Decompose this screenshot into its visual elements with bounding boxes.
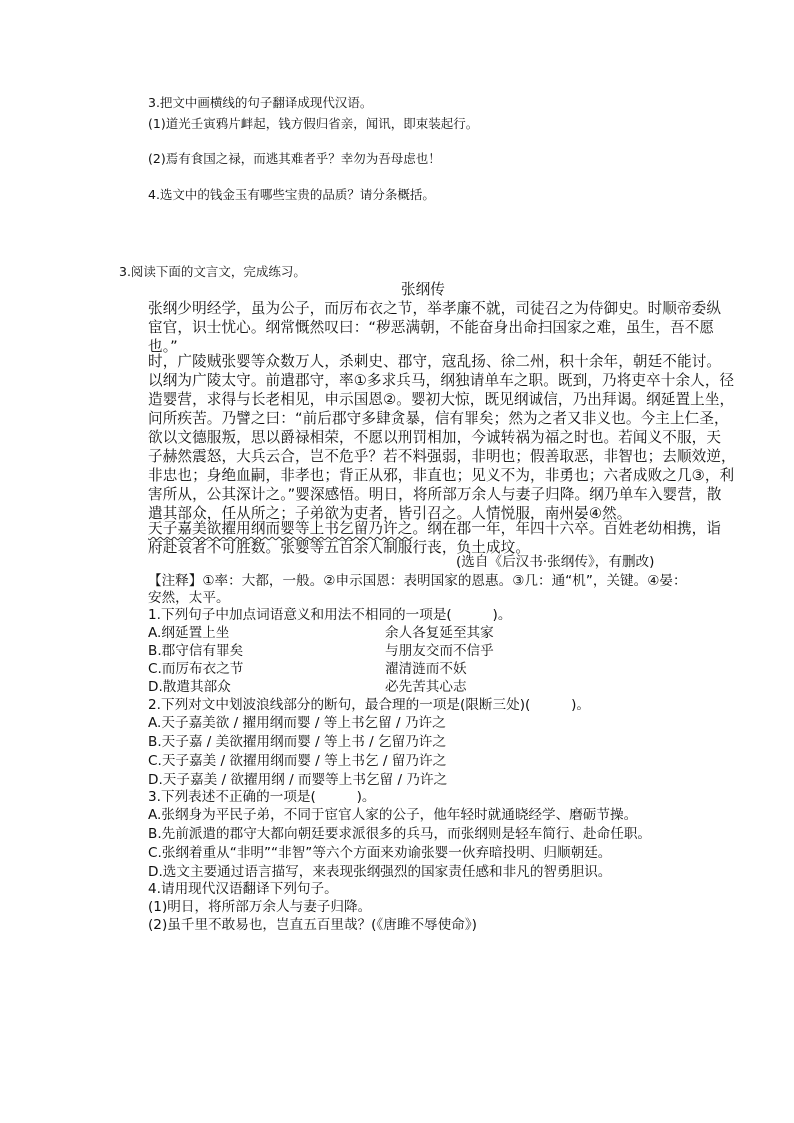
mc3-option-d: D.选文主要通过语言描写，来表现张纲强烈的国家责任感和非凡的智勇胆识。 [148, 864, 612, 880]
question-4: 4.选文中的钱金玉有哪些宝贵的品质？请分条概括。 [148, 187, 435, 202]
passage-line: 也。” [148, 338, 178, 355]
mc1-option-d-left: D.散遣其部众 [148, 679, 231, 695]
mc1-option-b-right: 与朋友交而不信乎 [385, 643, 494, 659]
translation-stem: 4.请用现代汉语翻译下列句子。 [148, 881, 338, 897]
question-3-heading: 3.把文中画横线的句子翻译成现代汉语。 [148, 95, 373, 110]
passage-line: 子赫然震怒，大兵云合，岂不危乎？若不料强弱，非明也；假善取恶，非智也；去顺效逆， [148, 448, 736, 465]
mc3-option-a: A.张纲身为平民子弟，不同于宦官人家的公子，他年轻时就通晓经学、磨砺节操。 [148, 807, 638, 823]
passage-line: 害所从，公其深计之。”婴深感悟。明日，将所部万余人与妻子归降。纲乃单车入婴营，散 [148, 486, 722, 503]
annotation-line: 【注释】①率：大都，一般。②申示国恩：表明国家的恩惠。③几：通“机”，关键。④晏： [148, 573, 687, 589]
passage-line: 遣其部众，任从所之；子弟欲为吏者，皆引召之。人情悦服，南州晏④然。 [148, 505, 632, 522]
translation-item-1: (1)明日，将所部万余人与妻子归降。 [148, 899, 372, 915]
mc1-option-b-left: B.郡守信有罪矣 [148, 643, 244, 659]
mc2-option-d: D.天子嘉美 / 欲擢用纲 / 而婴等上书乞留 / 乃许之 [148, 772, 448, 788]
mc2-option-a: A.天子嘉美欲 / 擢用纲而婴 / 等上书乞留 / 乃许之 [148, 715, 446, 731]
question-3-item-2: (2)焉有食国之禄，而逃其难者乎？幸勿为吾母虑也！ [148, 151, 441, 166]
mc1-stem: 1.下列句子中加点词语意义和用法不相同的一项是( )。 [148, 607, 512, 623]
passage-line: 时，广陵贼张婴等众数万人，杀刺史、郡守，寇乱扬、徐二州，积十余年，朝廷不能讨。 [148, 353, 722, 370]
passage-line: 府赴哀者不可胜数。张婴等五百余人制服行丧，负土成坟。 [148, 539, 531, 556]
mc3-stem: 3.下列表述不正确的一项是( )。 [148, 789, 376, 805]
mc2-stem: 2.下列对文中划波浪线部分的断句，最合理的一项是(限断三处)( )。 [148, 697, 590, 713]
mc1-option-c-left: C.而厉布衣之节 [148, 661, 244, 677]
mc2-option-c: C.天子嘉美 / 欲擢用纲而婴 / 等上书乞 / 留乃许之 [148, 753, 447, 769]
mc2-option-b: B.天子嘉 / 美欲擢用纲而婴 / 等上书 / 乞留乃许之 [148, 734, 446, 750]
passage-line: 张纲少明经学，虽为公子，而厉布衣之节，举孝廉不就，司徒召之为侍御史。时顺帝委纵 [148, 300, 722, 317]
section-intro: 3.阅读下面的文言文，完成练习。 [119, 264, 306, 279]
passage-line: 宦官，识士忧心。纲常慨然叹曰：“秽恶满朝，不能奋身出命扫国家之难，虽生，吾不愿 [148, 319, 715, 336]
passage-line-rest: 。纲在郡一年，年四十六卒。百姓老幼相携，诣 [412, 520, 722, 537]
passage-title: 张纲传 [401, 281, 445, 298]
mc1-option-d-right: 必先苦其心志 [385, 679, 467, 695]
passage-line: 非忠也；身绝血嗣，非孝也；背正从邪，非直也；见义不为，非勇也；六者成败之几③，利 [148, 467, 735, 484]
passage-line: 以纲为广陵太守。前遣郡守，率①多求兵马，纲独请单车之职。既到，乃将吏卒十余人，径 [148, 372, 735, 389]
wavy-underlined-sentence: 天子嘉美欲擢用纲而婴等上书乞留乃许之 [148, 520, 413, 537]
mc1-option-a-left: A.纲延置上坐 [148, 625, 230, 641]
passage-line: 问所疾苦。乃譬之曰：“前后郡守多肆贪暴，信有罪矣；然为之者又非义也。今主上仁圣， [148, 410, 729, 427]
mc3-option-b: B.先前派遣的郡守大都向朝廷要求派很多的兵马，而张纲则是轻车简行、赴命任职。 [148, 826, 652, 842]
source-citation: (选自《后汉书·张纲传》，有删改) [456, 554, 655, 570]
mc1-option-c-right: 濯清涟而不妖 [385, 661, 467, 677]
mc3-option-c: C.张纲着重从“非明”“非智”等六个方面来劝谕张婴一伙弃暗投明、归顺朝廷。 [148, 845, 612, 861]
annotation-line: 安然，太平。 [148, 590, 230, 606]
translation-item-2: (2)虽千里不敢易也，岂直五百里哉？(《唐雎不辱使命》) [148, 917, 477, 933]
passage-line: 造婴营，求得与长老相见，申示国恩②。婴初大惊，既见纲诚信，乃出拜谒。纲延置上坐， [148, 391, 735, 408]
passage-line [148, 519, 721, 538]
question-3-item-1: (1)道光壬寅鸦片衅起，钱方假归省亲，闻讯，即束装起行。 [148, 116, 479, 131]
mc1-option-a-right: 余人各复延至其家 [385, 625, 494, 641]
passage-line: 欲以文德服叛，思以爵禄相荣，不愿以刑罚相加，今诚转祸为福之时也。若闻义不服，天 [148, 429, 722, 446]
